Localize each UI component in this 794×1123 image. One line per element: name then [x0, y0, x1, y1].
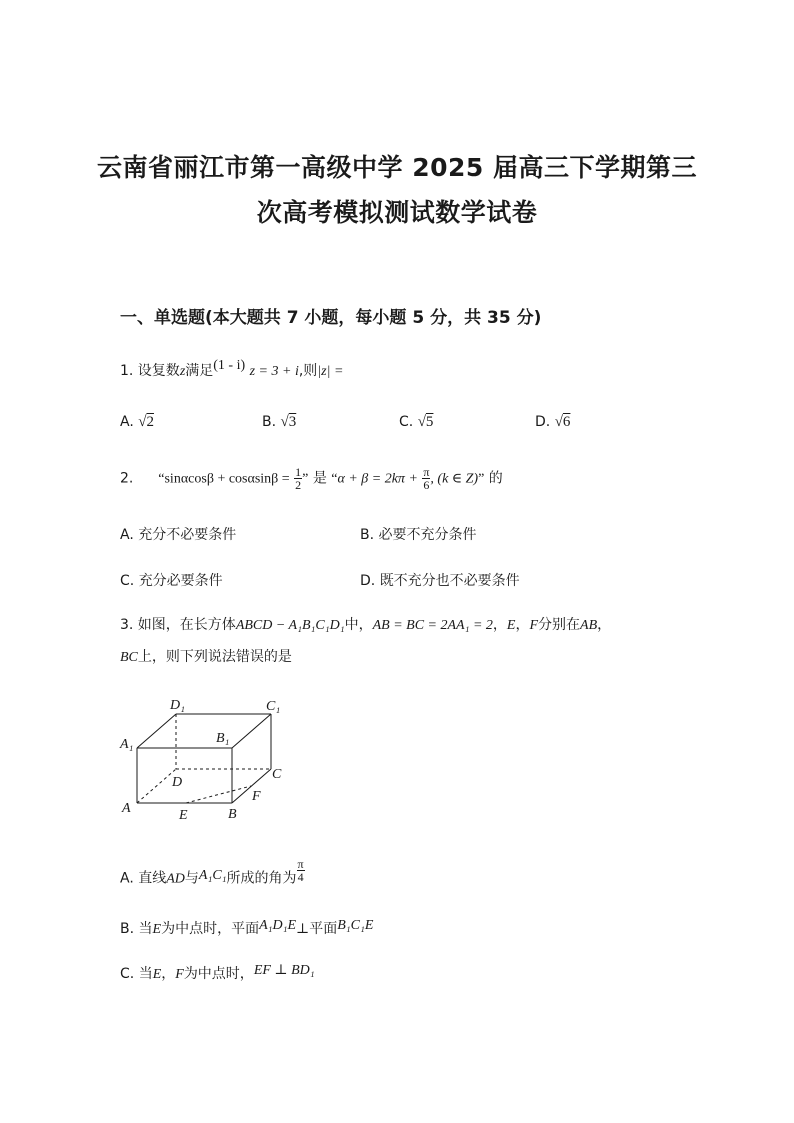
option-text: 充分不必要条件	[138, 527, 237, 543]
option-letter: C.	[399, 414, 414, 430]
q3-prefix: 3. 如图，在长方体	[120, 617, 236, 633]
denominator: 6	[423, 478, 430, 492]
q3-option-a[interactable]	[120, 857, 305, 891]
option-letter: B.	[262, 414, 277, 430]
option-letter: D.	[360, 573, 376, 589]
option-letter: D.	[535, 414, 551, 430]
radicand: 2	[146, 414, 154, 430]
question-3-line1: 3. 如图，在长方体ABCD − A₁B₁C₁D₁中，AB = BC = 2AA₁ = 2，E，F分别在AB，	[120, 617, 612, 633]
close-quote: ”	[302, 471, 309, 487]
q1-abs: |z| =	[317, 364, 344, 379]
math-e: E	[152, 922, 162, 937]
radicand: 5	[425, 414, 434, 430]
q2-option-d[interactable]	[360, 570, 520, 590]
q3-F: F	[529, 618, 539, 633]
q1-var: z	[179, 364, 186, 379]
radicand: 3	[288, 414, 297, 430]
option-text: 平面	[309, 921, 338, 937]
q2-option-a[interactable]	[120, 524, 236, 544]
option-text: 为中点时，	[183, 966, 254, 982]
q2-number: 2.	[120, 470, 134, 487]
q2-de: 的	[488, 470, 503, 487]
q3-comma: ，	[492, 617, 507, 633]
q2-expr1: sinαcosβ + cosαsinβ =	[164, 471, 290, 487]
label-b: B	[228, 807, 237, 822]
label-a: A	[122, 801, 131, 816]
option-text: 为中点时，平面	[161, 921, 260, 937]
math-ef-perp-bd1: EF ⊥ BD₁	[253, 963, 315, 978]
option-text: 所成的角为	[226, 870, 297, 887]
option-letter: A.	[120, 527, 134, 543]
label-c1: C₁	[266, 699, 281, 714]
exam-title-line2: 次高考模拟测试数学试卷	[256, 198, 538, 227]
label-c: C	[272, 767, 282, 782]
q3-AB: AB	[580, 618, 598, 633]
option-letter: B.	[360, 527, 375, 543]
q2-expr2-tail: , (k ∈ Z)	[430, 471, 479, 487]
option-letter: B.	[120, 921, 135, 937]
q1-option-b[interactable]	[262, 414, 296, 431]
label-e: E	[179, 808, 188, 823]
section-heading: 一、单选题(本大题共 7 小题，每小题 5 分，共 35 分)	[120, 308, 542, 328]
q1-lhs: (1 - i)	[213, 358, 246, 373]
q1-then: ,则	[298, 363, 318, 379]
option-letter: A.	[120, 414, 134, 430]
edge-b1-c1	[232, 714, 271, 748]
denominator: 4	[297, 870, 304, 884]
q3-zhong: 中，	[344, 617, 373, 633]
option-letter: C.	[120, 573, 135, 589]
option-text: 既不充分也不必要条件	[379, 573, 520, 589]
edge-a1-d1	[137, 714, 176, 748]
label-f: F	[252, 789, 261, 804]
option-text: 与	[184, 870, 199, 887]
hidden-edge-a-d	[137, 769, 176, 803]
fraction-one-half	[294, 466, 302, 491]
option-text: 必要不充分条件	[378, 527, 477, 543]
sqrt-expression: √6	[554, 414, 571, 430]
q2-is: 是	[312, 470, 327, 487]
label-d: D	[172, 775, 183, 790]
q3-E: E	[506, 618, 516, 633]
q2-option-b[interactable]	[360, 524, 477, 544]
radicand: 6	[562, 414, 571, 430]
open-quote: “	[331, 471, 338, 487]
q1-cond: 满足	[185, 363, 214, 379]
q3-BC: BC	[120, 650, 138, 665]
q3-option-b[interactable]	[120, 918, 373, 938]
math-a1d1e: A₁D₁E	[259, 918, 297, 933]
q2-option-c[interactable]	[120, 570, 223, 590]
q1-prefix: 1. 设复数	[120, 363, 180, 379]
q1-option-d[interactable]	[535, 414, 570, 431]
label-d1: D₁	[170, 698, 185, 713]
option-letter: A.	[120, 870, 134, 887]
math-ad: AD	[166, 871, 185, 887]
numerator: π	[423, 465, 430, 479]
q1-option-a[interactable]	[120, 414, 154, 431]
option-text: 当	[138, 966, 153, 982]
perp-symbol: ⊥	[296, 922, 310, 937]
exam-title-line1: 云南省丽江市第一高级中学 2025 届高三下学期第三	[97, 153, 697, 182]
q3-option-c[interactable]	[120, 963, 315, 983]
q3-fenbie: 分别在	[538, 617, 581, 633]
numerator: π	[297, 857, 304, 871]
open-quote: “	[158, 471, 165, 487]
option-text: 充分必要条件	[138, 573, 223, 589]
cuboid-figure	[110, 690, 300, 825]
question-1	[120, 360, 343, 380]
numerator: 1	[295, 465, 302, 479]
sqrt-expression: √2	[138, 414, 154, 430]
sqrt-expression: √5	[417, 414, 434, 430]
math-b1c1e: B₁C₁E	[337, 918, 374, 933]
q2-expr2: α + β = 2kπ +	[337, 471, 418, 487]
q1-expr: z = 3 + i	[249, 364, 299, 379]
label-b1: B₁	[216, 731, 230, 746]
option-text: 直线	[138, 870, 167, 887]
q1-option-c[interactable]	[399, 414, 433, 431]
option-text: 当	[138, 921, 153, 937]
sqrt-expression: √3	[280, 414, 297, 430]
question-3-line2	[120, 646, 292, 666]
label-a1: A₁	[120, 737, 134, 752]
q3-eq: AB = BC = 2AA₁ = 2	[372, 618, 493, 633]
option-text: ，	[161, 966, 176, 982]
denominator: 2	[295, 478, 302, 492]
option-letter: C.	[120, 966, 135, 982]
math-f: F	[175, 967, 184, 982]
close-quote: ”	[478, 471, 485, 487]
question-2	[120, 466, 503, 491]
q3-line2-text: 上，则下列说法错误的是	[137, 649, 292, 665]
math-a1c1: A₁C₁	[198, 867, 227, 883]
q3-box: ABCD − A₁B₁C₁D₁	[235, 618, 345, 633]
q3-sep: ，	[515, 617, 530, 633]
math-e: E	[152, 967, 162, 982]
fraction-pi-over-four	[297, 858, 305, 883]
